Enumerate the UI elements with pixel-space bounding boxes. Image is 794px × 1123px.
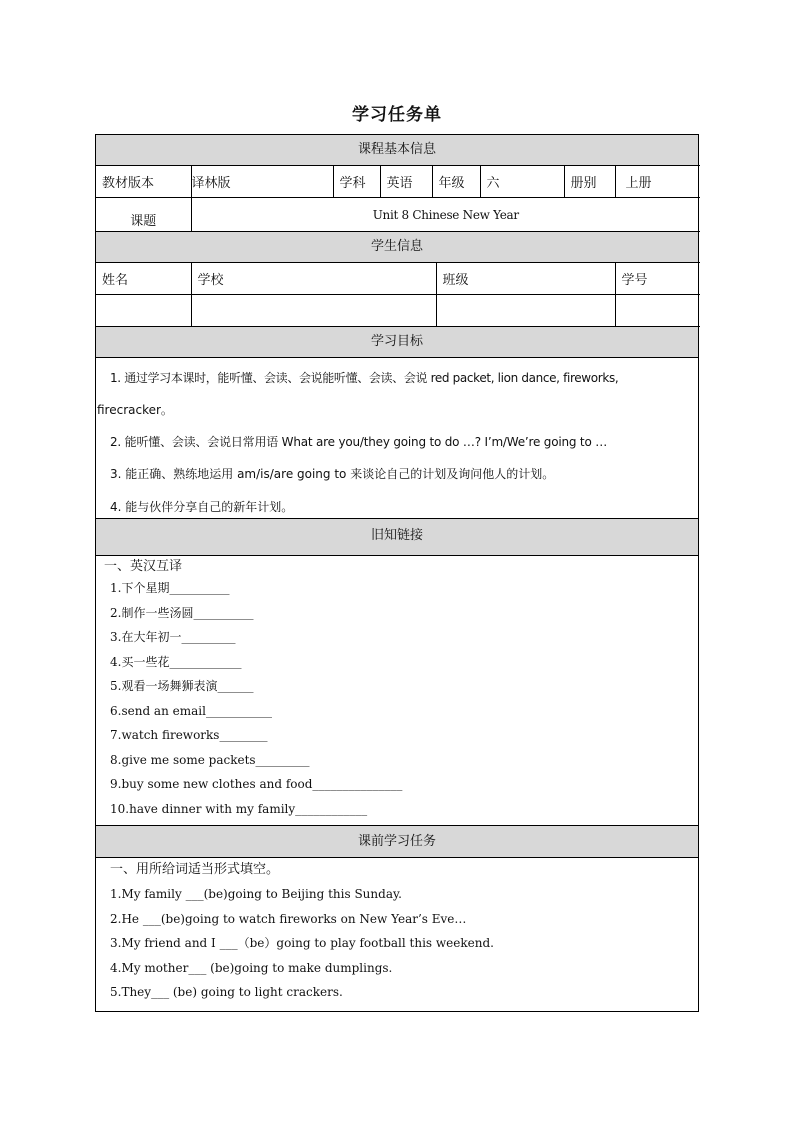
pre-task-header: 课前学习任务 xyxy=(96,825,698,858)
grade-value: 六 xyxy=(480,166,564,198)
course-info-header: 课程基本信息 xyxy=(96,135,698,166)
review-item: 6.send an email___________ xyxy=(110,703,272,718)
topic-label: 课题 xyxy=(96,198,191,232)
review-list xyxy=(96,576,698,821)
review-item: 4.买一些花____________ xyxy=(110,654,242,669)
id-label: 学号 xyxy=(615,263,700,295)
pre-task-item: 1.My family ___(be)going to Beijing this Sunday. xyxy=(110,887,402,901)
goal-2: 2. 能听懂、会读、会说日常用语 What are you/they going to do …? I’m/We’re going to … xyxy=(110,435,607,449)
page-title: 学习任务单 xyxy=(352,105,442,125)
subject-value: 英语 xyxy=(380,166,432,198)
pre-task-subheader: 一、用所给词适当形式填空。 xyxy=(110,862,280,877)
review-item: 9.buy some new clothes and food_______________ xyxy=(110,777,403,791)
goal-4: 4. 能与伙伴分享自己的新年计划。 xyxy=(110,500,294,514)
goal-3: 3. 能正确、熟练地运用 am/is/are going to 来谈论自己的计划及询问他人的计划。 xyxy=(110,467,555,481)
pre-task-list xyxy=(96,882,698,1005)
pre-task-item: 5.They___ (be) going to light crackers. xyxy=(110,985,343,999)
goal-1: 1. 通过学习本课时，能听懂、会读、会说能听懂、会读、会说 red packet, lion dance, fireworks, xyxy=(110,371,619,385)
volume-label: 册别 xyxy=(564,166,615,198)
review-item: 7.watch fireworks________ xyxy=(110,728,268,742)
pre-task-item: 2.He ___(be)going to watch fireworks on New Year’s Eve… xyxy=(110,911,467,926)
goals-block xyxy=(96,358,698,518)
name-field[interactable] xyxy=(96,295,191,327)
review-subheader: 一、英汉互译 xyxy=(104,559,183,574)
pre-task-item: 4.My mother___ (be)going to make dumplings. xyxy=(110,960,393,975)
pre-task-block xyxy=(96,858,698,1011)
subject-label: 学科 xyxy=(333,166,380,198)
course-info-table xyxy=(96,165,700,232)
volume-value: 上册 xyxy=(615,166,700,198)
task-sheet xyxy=(95,134,699,1012)
goals-header: 学习目标 xyxy=(96,326,698,358)
edition-label: 教材版本 xyxy=(96,166,191,198)
grade-label: 年级 xyxy=(432,166,480,198)
goal-1-cont: firecracker。 xyxy=(97,403,173,417)
review-item: 2.制作一些汤圆__________ xyxy=(110,605,254,620)
student-info-table xyxy=(96,262,700,327)
class-label: 班级 xyxy=(436,263,615,295)
topic-value: Unit 8 Chinese New Year xyxy=(191,198,700,232)
review-item: 8.give me some packets_________ xyxy=(110,752,310,767)
review-header: 旧知链接 xyxy=(96,518,698,556)
name-label: 姓名 xyxy=(96,263,191,295)
school-field[interactable] xyxy=(191,295,436,327)
class-field[interactable] xyxy=(436,295,615,327)
edition-value: 译林版 xyxy=(191,166,333,198)
student-info-header: 学生信息 xyxy=(96,231,698,263)
review-item: 10.have dinner with my family____________ xyxy=(110,801,368,816)
id-field[interactable] xyxy=(615,295,700,327)
review-item: 3.在大年初一_________ xyxy=(110,630,236,644)
school-label: 学校 xyxy=(191,263,436,295)
review-item: 5.观看一场舞狮表演______ xyxy=(110,679,254,693)
review-item: 1.下个星期__________ xyxy=(110,581,230,595)
pre-task-item: 3.My friend and I ___（be）going to play football this weekend. xyxy=(110,936,494,950)
review-block xyxy=(96,556,698,825)
